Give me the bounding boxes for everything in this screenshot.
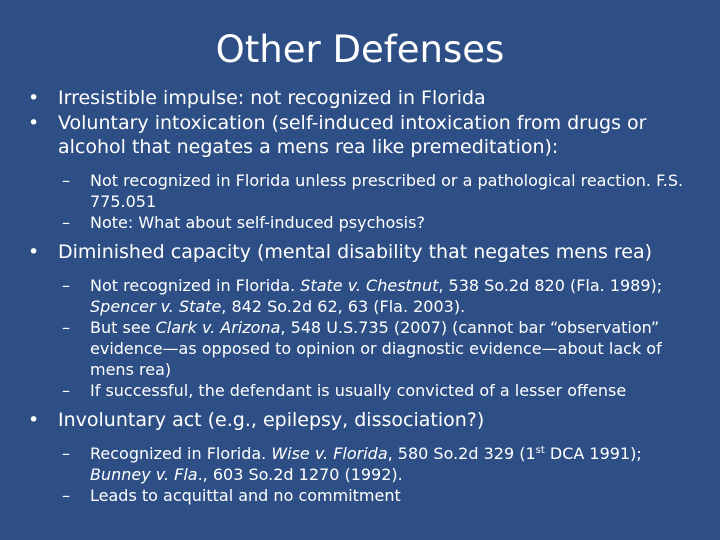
bullet-text: Voluntary intoxication (self-induced intoxication from drugs or alcohol that negates a mens rea like premeditation): <box>58 112 647 158</box>
slide-content <box>28 86 696 506</box>
sub-bullet-wise-bunney <box>28 443 696 485</box>
sub-bullet-marker: – <box>62 486 70 505</box>
sub-bullet-text <box>90 318 662 379</box>
bullet-marker: • <box>28 112 40 134</box>
text-run: , 842 So.2d 62, 63 (Fla. 2003). <box>221 297 466 316</box>
sub-bullet-marker: – <box>62 444 70 463</box>
sub-bullet-chestnut-spencer <box>28 275 696 317</box>
sub-bullet-acquittal <box>28 485 696 506</box>
text-run: , 580 So.2d 329 (1 <box>387 444 536 463</box>
bullet-diminished-capacity <box>28 240 696 264</box>
text-run: But see <box>90 318 156 337</box>
sub-bullet-marker: – <box>62 318 70 337</box>
slide-title: Other Defenses <box>215 28 505 71</box>
sub-bullet-marker: – <box>62 171 70 190</box>
bullet-irresistible-impulse <box>28 86 696 110</box>
sub-bullet-text: Leads to acquittal and no commitment <box>90 486 401 505</box>
bullet-text: Irresistible impulse: not recognized in Florida <box>58 87 486 109</box>
bullet-voluntary-intoxication <box>28 111 696 159</box>
sub-bullet-text: Not recognized in Florida unless prescribed or a pathological reaction. F.S. 775.051 <box>90 171 684 211</box>
sub-bullet-marker: – <box>62 381 70 400</box>
bullet-text: Involuntary act (e.g., epilepsy, dissociation?) <box>58 409 485 431</box>
sub-bullet-marker: – <box>62 276 70 295</box>
ordinal-superscript: st <box>535 445 545 456</box>
sub-bullet-clark-v-arizona <box>28 317 696 380</box>
sub-bullet-self-induced-psychosis <box>28 212 696 233</box>
sub-bullet-text: Note: What about self-induced psychosis? <box>90 213 425 232</box>
text-run: ., 603 So.2d 1270 (1992). <box>197 465 403 484</box>
text-run: Not recognized in Florida. <box>90 276 301 295</box>
bullet-involuntary-act <box>28 408 696 432</box>
sub-bullet-text <box>90 444 642 484</box>
text-run: Recognized in Florida. <box>90 444 272 463</box>
sub-bullet-text: If successful, the defendant is usually convicted of a lesser offense <box>90 381 627 400</box>
case-name-wise: Wise v. Florida <box>271 444 388 463</box>
case-name-bunney: Bunney v. Fla <box>90 465 198 484</box>
case-name-spencer: Spencer v. State <box>90 297 222 316</box>
bullet-text: Diminished capacity (mental disability that negates mens rea) <box>58 241 653 263</box>
bullet-marker: • <box>28 409 40 431</box>
bullet-marker: • <box>28 241 40 263</box>
text-run: DCA 1991); <box>544 444 642 463</box>
case-name-chestnut: State v. Chestnut <box>300 276 439 295</box>
bullet-marker: • <box>28 87 40 109</box>
text-run: , 548 U.S.735 (2007) (cannot bar “observation” evidence—as opposed to opinion or diagnostic evidence—about lack of mens rea) <box>90 318 662 379</box>
sub-bullet-marker: – <box>62 213 70 232</box>
sub-bullet-not-recognized-unless-prescribed <box>28 170 696 212</box>
sub-bullet-lesser-offense <box>28 380 696 401</box>
sub-bullet-text <box>90 276 662 316</box>
text-run: , 538 So.2d 820 (Fla. 1989); <box>438 276 663 295</box>
case-name-clark: Clark v. Arizona <box>155 318 281 337</box>
